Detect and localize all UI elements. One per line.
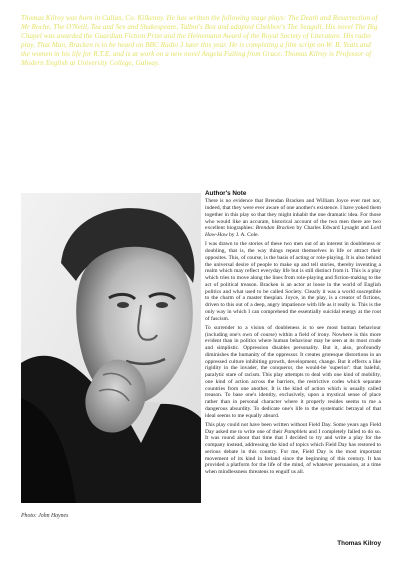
book-title-haw-haw: Lord Haw-Haw xyxy=(205,225,382,239)
author-signature: Thomas Kilroy xyxy=(337,540,381,547)
note-p1-text-3: by J. A. Cole. xyxy=(227,232,259,239)
note-p1-text: There is no evidence that Brendan Bracken and William Joyce ever met nor, indeed, that they were ever aware of one another's existence. I have yoked them together in this play so that they might inhabit the one dramatic idea. For those who would like an accurate, historical account of the two men there are two excellent biographies: xyxy=(205,198,381,232)
pamphlets-title: Pamphlets xyxy=(284,428,308,435)
author-biography: Thomas Kilroy was born in Callan, Co. Kilkenny. He has written the following stage plays: The Death and Resurrection of Mr Roche, The O'Neill, Tea and Sex and Shakespeare, Talbot's Box and adapted Chekhov's The Seagull. His novel The Big Chapel was awarded the Guardian Fiction Prize and the Heinemann Award of the Royal Society of Literature. His radio play, That Man, Bracken is to be heard on BBC Radio 3 later this year. He is completing a film script on W. B. Yeats and the women in his life for R.T.E. and is at work on a new novel Angela Falling from Grace. Thomas Kilroy is Professor of Modern English at University College, Galway. xyxy=(21,14,378,68)
note-paragraph-1 xyxy=(205,198,381,239)
note-paragraph-2: I was drawn to the stories of these two men out of an interest in doubleness or doubling, that is, the way things repeat themselves in life or attract their opposites. This, of course, is the basis of acting or role-playing. It is also behind the universal desire of people to make up and tell stories, thereby inventing a realm which may reflect everyday life but is still distinct from it. This is a play which tries to move along the lines from role-playing and fiction-making to the act of political treason. Bracken is an actor at loose in the world of English politics and what used to be called Society. Clearly it was a world susceptible to the charm of a master thespian. Joyce, in the play, is a creator of fictions, driven to this out of a deep, angry impatience with life as it really is. This is the only way in which I can comprehend the essentially suicidal energy at the root of fascism. xyxy=(205,241,381,322)
note-heading: Author's Note xyxy=(205,190,247,197)
author-photo xyxy=(21,193,201,503)
authors-note xyxy=(205,190,381,476)
note-paragraph-3: To surrender to a vision of doubleness is to see most human behaviour (including one's own of course) within a field of irony. Nowhere is this more evident than in politics where human behaviour may be seen at its most crude and simplistic. Oppression disables personality. But it, also, profoundly diminishes the humanity of the oppressor. It creates grotesque distortions in an oppressed culture inhibiting growth, development, change. But it effects a like rigidity in the invader, the conqueror, the would-be 'superior': that baleful, paralytic stare of racism. This play attempts to deal with one kind of mobility, one kind of action across the barriers, the restrictive codes which separate countries from one another. It is the kind of action which is usually called treason. To base one's identity, exclusively, upon a mystical sense of place rather than in personal character where it properly resides seems to me a dangerous absurdity. To dedicate one's life to the systematic betrayal of that ideal seems to me equally absurd. xyxy=(205,324,381,419)
note-paragraph-4 xyxy=(205,422,381,476)
book-title-bracken: Brendan Bracken xyxy=(255,225,295,232)
author-portrait-image xyxy=(21,193,201,503)
note-p4-text: This play could not have been written without Field Day. Some years ago Field Day asked me to write one of their xyxy=(205,421,381,435)
note-p4-text-2: and I completely failed to do so. It was round about that time that I decided to try and write a play for the company instead, addressing the kind of topics which Field Day has restored to serious debate in this country. For me, Field Day is the most important movement of its kind in Ireland since the beginning of this century. It has provided a platform for the life of the mind, of whatever persuasion, at a time when mindlessness threatens to engulf us all. xyxy=(205,428,381,476)
photo-credit: Photo: John Haynes xyxy=(21,513,69,519)
note-p1-text-2: by Charles Edward Lysaght and xyxy=(294,225,371,232)
